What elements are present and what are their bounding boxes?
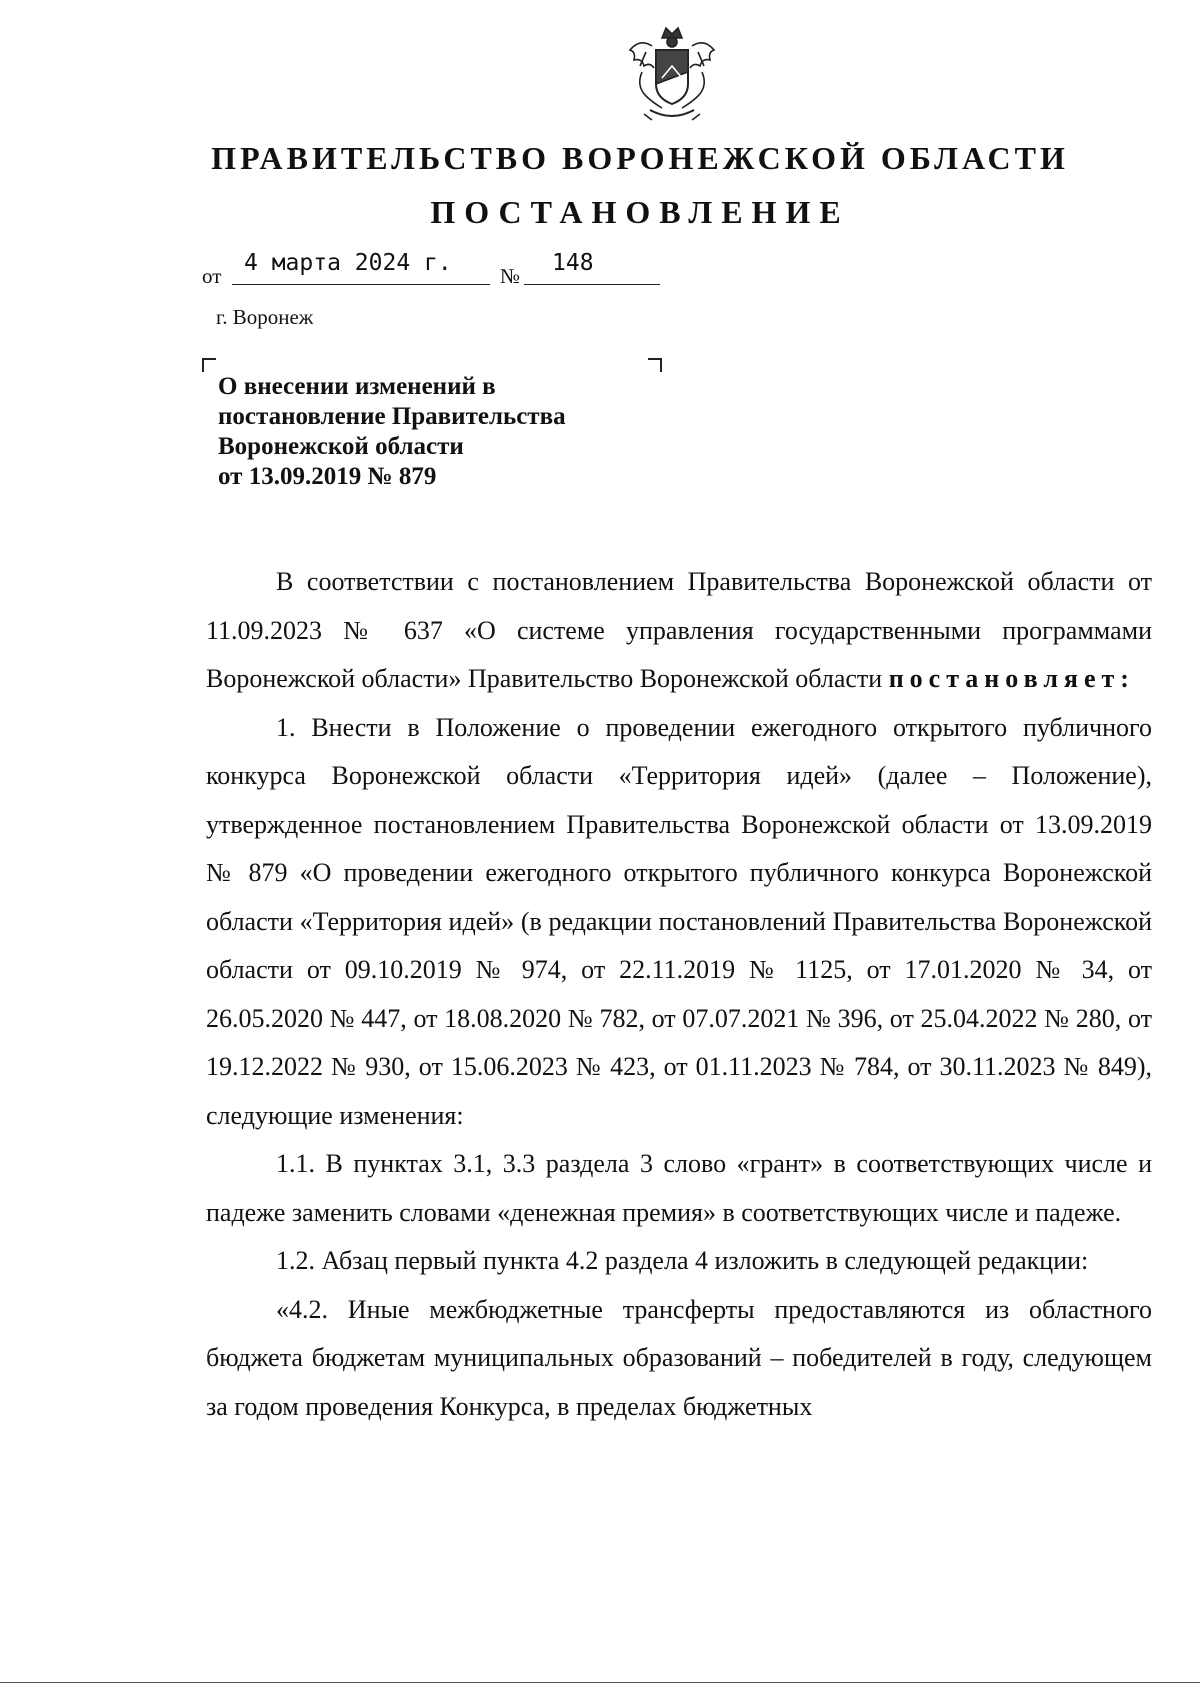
intro-text: В соответствии с постановлением Правительства Воронежской области от 11.09.2023 № 637 «О системе управления государственными программами Воронежской области» Правительство Воронежской области [206, 567, 1152, 693]
number-prefix: № [500, 264, 521, 288]
subject-line: постановление Правительства [218, 403, 566, 430]
city: г. Воронеж [216, 305, 314, 329]
date-prefix: от [202, 264, 222, 288]
subject-corner-left [202, 358, 216, 372]
intro-paragraph [206, 558, 1152, 704]
document-date: 4 марта 2024 г. [244, 250, 452, 276]
subject-line: от 13.09.2019 № 879 [218, 463, 437, 490]
paragraph-1-2: 1.2. Абзац первый пункта 4.2 раздела 4 изложить в следующей редакции: [276, 1246, 1089, 1275]
subject-corner-right [648, 358, 662, 372]
document-number: 148 [552, 250, 594, 276]
number-underline [524, 284, 660, 285]
document-type: ПОСТАНОВЛЕНИЕ [430, 194, 850, 230]
subject-line: Воронежской области [218, 433, 464, 460]
document-body [206, 558, 1152, 1431]
paragraph-1-1: 1.1. В пунктах 3.1, 3.3 раздела 3 слово «грант» в соответствующих числе и падеже заменить словами «денежная премия» в соответствующих числе и падеже. [206, 1149, 1152, 1227]
government-title: ПРАВИТЕЛЬСТВО ВОРОНЕЖСКОЙ ОБЛАСТИ [211, 140, 1069, 176]
date-number-row [202, 250, 662, 290]
page-bottom-rule [0, 1682, 1200, 1683]
intro-keyword: постановляет: [888, 664, 1135, 693]
subject-line: О внесении изменений в [218, 373, 496, 400]
coat-of-arms-icon [622, 22, 722, 126]
paragraph-1: 1. Внести в Положение о проведении ежегодного открытого публичного конкурса Воронежской области «Территория идей» (далее – Положение), утвержденное постановлением Правительства Воронежской области от 13.09.2019 № 879 «О проведении ежегодного открытого публичного конкурса Воронежской области «Территория идей» (в редакции постановлений Правительства Воронежской области от 09.10.2019 № 974, от 22.11.2019 № 1125, от 17.01.2020 № 34, от 26.05.2020 № 447, от 18.08.2020 № 782, от 07.07.2021 № 396, от 25.04.2022 № 280, от 19.12.2022 № 930, от 15.06.2023 № 423, от 01.11.2023 № 784, от 30.11.2023 № 849), следующие изменения: [206, 712, 1152, 1130]
date-underline [232, 284, 490, 285]
paragraph-4-2: «4.2. Иные межбюджетные трансферты предоставляются из областного бюджета бюджетам муниципальных образований – победителей в году, следующем за годом проведения Конкурса, в пределах бюджетных [206, 1294, 1152, 1421]
document-subject [218, 372, 658, 492]
